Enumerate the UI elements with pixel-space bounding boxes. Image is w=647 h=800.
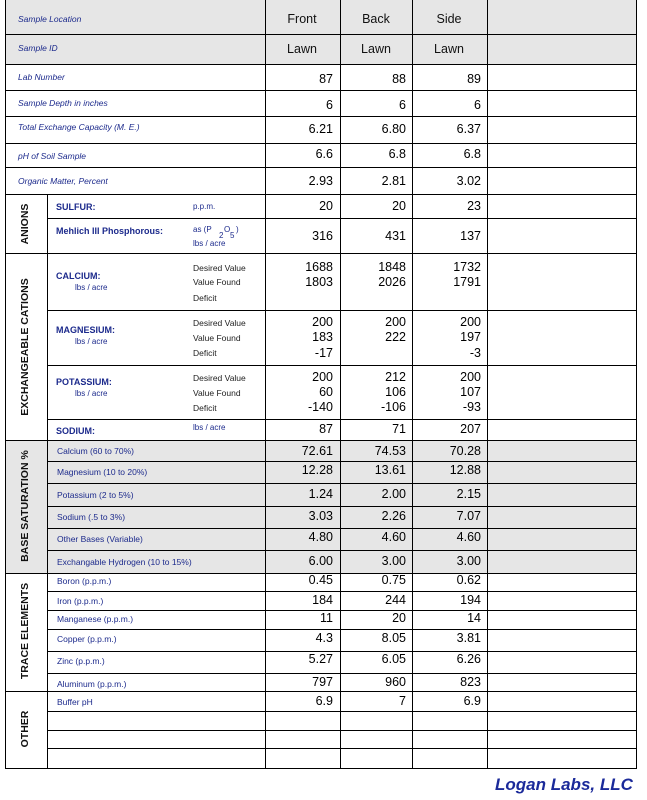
column-divider bbox=[340, 0, 341, 769]
phosphorus-value: 431 bbox=[385, 229, 406, 243]
buffer-ph-value: 6.9 bbox=[315, 694, 333, 708]
table-right-border bbox=[636, 0, 637, 769]
sodium-unit: lbs / acre bbox=[193, 423, 226, 432]
column-divider bbox=[412, 0, 413, 769]
general-row-label: pH of Soil Sample bbox=[18, 151, 87, 161]
sodium-value: 71 bbox=[392, 422, 406, 436]
exchangeable-cations-section-label: EXCHANGEABLE CATIONS bbox=[19, 278, 31, 416]
sodium-value: 207 bbox=[460, 422, 481, 436]
calcium-found-value: 1791 bbox=[453, 275, 481, 289]
value-cell: 89 bbox=[467, 72, 481, 86]
trace-element-value: 0.45 bbox=[308, 573, 333, 587]
trace-element-label: Manganese (p.p.m.) bbox=[57, 614, 134, 624]
value-cell: 6 bbox=[399, 98, 406, 112]
base-saturation-label: Potassium (2 to 5%) bbox=[57, 490, 134, 500]
potassium-found-value: 60 bbox=[319, 385, 333, 399]
value-cell: 88 bbox=[392, 72, 406, 86]
sulfur-label: SULFUR: bbox=[56, 202, 96, 212]
base-saturation-value: 12.88 bbox=[449, 463, 481, 477]
magnesium-deficit-value: -17 bbox=[314, 346, 333, 360]
row-divider bbox=[47, 461, 636, 462]
row-divider bbox=[47, 218, 636, 219]
buffer-ph-label: Buffer pH bbox=[57, 697, 93, 707]
sodium-label: SODIUM: bbox=[56, 426, 95, 436]
potassium-deficit-value: -140 bbox=[307, 400, 333, 414]
value-cell: 6.80 bbox=[381, 122, 406, 136]
base-saturation-label: Other Bases (Variable) bbox=[57, 534, 143, 544]
potassium-label: POTASSIUM: bbox=[56, 377, 112, 387]
base-saturation-value: 12.28 bbox=[301, 463, 333, 477]
value-cell: 6.8 bbox=[388, 147, 406, 161]
anions-section-label: ANIONS bbox=[19, 203, 31, 245]
magnesium-deficit-value: -3 bbox=[469, 346, 481, 360]
trace-element-value: 960 bbox=[385, 675, 406, 689]
calcium-found-value: 2026 bbox=[378, 275, 406, 289]
sulfur-value: 20 bbox=[319, 199, 333, 213]
trace-element-label: Boron (p.p.m.) bbox=[57, 576, 112, 586]
magnesium-desired-value: 200 bbox=[385, 315, 406, 329]
row-divider bbox=[5, 194, 636, 195]
base-saturation-section-label: BASE SATURATION % bbox=[19, 450, 31, 562]
row-divider bbox=[47, 651, 636, 652]
calcium-desired-value: 1848 bbox=[378, 260, 406, 274]
value-cell: 6.21 bbox=[308, 122, 333, 136]
empty-row-divider bbox=[47, 711, 636, 712]
base-saturation-value: 74.53 bbox=[374, 444, 406, 458]
desired-value-label: Desired Value bbox=[193, 373, 246, 383]
sample-id-header: Lawn bbox=[287, 42, 317, 56]
row-divider bbox=[47, 528, 636, 529]
row-divider bbox=[47, 310, 636, 311]
trace-element-value: 0.75 bbox=[381, 573, 406, 587]
potassium-desired-value: 212 bbox=[385, 370, 406, 384]
sulfur-unit: p.p.m. bbox=[193, 202, 216, 211]
general-row-label: Lab Number bbox=[18, 72, 65, 82]
row-divider bbox=[5, 143, 636, 144]
other-section-label: OTHER bbox=[19, 710, 31, 748]
calcium-desired-value: 1688 bbox=[305, 260, 333, 274]
value-cell: 3.02 bbox=[456, 174, 481, 188]
row-divider bbox=[47, 629, 636, 630]
row-divider bbox=[47, 419, 636, 420]
row-divider bbox=[47, 365, 636, 366]
base-saturation-value: 2.00 bbox=[381, 487, 406, 501]
trace-element-value: 184 bbox=[312, 593, 333, 607]
trace-element-label: Zinc (p.p.m.) bbox=[57, 656, 105, 666]
trace-element-value: 0.62 bbox=[456, 573, 481, 587]
row-divider bbox=[5, 440, 636, 441]
phosphorus-unit: O bbox=[224, 225, 231, 234]
phosphorus-unit: lbs / acre bbox=[193, 239, 226, 248]
row-divider bbox=[47, 610, 636, 611]
trace-element-value: 4.3 bbox=[315, 631, 333, 645]
magnesium-desired-value: 200 bbox=[312, 315, 333, 329]
value-found-label: Value Found bbox=[193, 277, 241, 287]
table-bottom-border bbox=[5, 768, 636, 769]
value-cell: 6 bbox=[474, 98, 481, 112]
trace-element-label: Aluminum (p.p.m.) bbox=[57, 679, 127, 689]
location-header: Back bbox=[362, 12, 390, 26]
calcium-found-value: 1803 bbox=[305, 275, 333, 289]
empty-row-divider bbox=[47, 748, 636, 749]
base-saturation-label: Sodium (.5 to 3%) bbox=[57, 512, 126, 522]
empty-row-divider bbox=[47, 730, 636, 731]
phosphorus-unit-sub: 5 bbox=[230, 231, 235, 240]
base-saturation-value: 70.28 bbox=[449, 444, 481, 458]
magnesium-unit: lbs / acre bbox=[75, 337, 108, 346]
trace-element-value: 20 bbox=[392, 611, 406, 625]
sample-id-label: Sample ID bbox=[18, 43, 58, 53]
trace-element-value: 14 bbox=[467, 611, 481, 625]
column-divider bbox=[265, 0, 266, 769]
location-header: Front bbox=[287, 12, 317, 26]
phosphorus-unit: as (P bbox=[193, 225, 212, 234]
value-cell: 6.6 bbox=[315, 147, 333, 161]
trace-element-value: 6.26 bbox=[456, 652, 481, 666]
base-saturation-value: 2.26 bbox=[381, 509, 406, 523]
logan-labs-logo: Logan Labs, LLC bbox=[495, 775, 633, 794]
base-saturation-value: 7.07 bbox=[456, 509, 481, 523]
location-header: Side bbox=[436, 12, 462, 26]
sample-location-label: Sample Location bbox=[18, 14, 82, 24]
base-saturation-value: 6.00 bbox=[308, 554, 333, 568]
magnesium-desired-value: 200 bbox=[460, 315, 481, 329]
row-divider bbox=[5, 116, 636, 117]
trace-element-value: 6.05 bbox=[381, 652, 406, 666]
row-divider bbox=[47, 506, 636, 507]
calcium-label: CALCIUM: bbox=[56, 271, 101, 281]
table-left-border bbox=[5, 0, 6, 769]
sodium-value: 87 bbox=[319, 422, 333, 436]
desired-value-label: Desired Value bbox=[193, 263, 246, 273]
buffer-ph-value: 6.9 bbox=[463, 694, 481, 708]
sulfur-value: 23 bbox=[467, 199, 481, 213]
phosphorus-label: Mehlich III Phosphorous: bbox=[56, 226, 164, 236]
base-saturation-value: 72.61 bbox=[301, 444, 333, 458]
general-row-label: Sample Depth in inches bbox=[18, 98, 108, 108]
deficit-label: Deficit bbox=[193, 403, 217, 413]
trace-elements-section-label: TRACE ELEMENTS bbox=[19, 582, 31, 680]
desired-value-label: Desired Value bbox=[193, 318, 246, 328]
potassium-deficit-value: -106 bbox=[380, 400, 406, 414]
base-saturation-value: 2.15 bbox=[456, 487, 481, 501]
base-saturation-value: 4.60 bbox=[456, 530, 481, 544]
buffer-ph-value: 7 bbox=[399, 694, 406, 708]
base-saturation-value: 1.24 bbox=[308, 487, 333, 501]
phosphorus-unit-sub: 2 bbox=[219, 231, 224, 240]
row-divider bbox=[47, 550, 636, 551]
base-saturation-label: Calcium (60 to 70%) bbox=[57, 446, 135, 456]
base-saturation-label: Exchangable Hydrogen (10 to 15%) bbox=[57, 557, 192, 567]
magnesium-found-value: 183 bbox=[312, 330, 333, 344]
base-saturation-value: 4.80 bbox=[308, 530, 333, 544]
base-saturation-value: 3.00 bbox=[456, 554, 481, 568]
phosphorus-value: 316 bbox=[312, 229, 333, 243]
value-cell: 2.93 bbox=[308, 174, 333, 188]
base-saturation-value: 13.61 bbox=[374, 463, 406, 477]
general-row-label: Total Exchange Capacity (M. E.) bbox=[18, 122, 140, 132]
value-cell: 6 bbox=[326, 98, 333, 112]
general-row-label: Organic Matter, Percent bbox=[18, 176, 108, 186]
base-saturation-value: 3.00 bbox=[381, 554, 406, 568]
trace-element-value: 8.05 bbox=[381, 631, 406, 645]
phosphorus-unit: ) bbox=[236, 225, 239, 234]
potassium-found-value: 107 bbox=[460, 385, 481, 399]
value-cell: 2.81 bbox=[381, 174, 406, 188]
base-saturation-value: 4.60 bbox=[381, 530, 406, 544]
trace-element-value: 11 bbox=[320, 611, 333, 625]
trace-element-label: Copper (p.p.m.) bbox=[57, 634, 117, 644]
sulfur-value: 20 bbox=[392, 199, 406, 213]
row-divider bbox=[5, 90, 636, 91]
column-divider bbox=[487, 0, 488, 769]
trace-element-label: Iron (p.p.m.) bbox=[57, 596, 104, 606]
row-divider bbox=[5, 167, 636, 168]
value-found-label: Value Found bbox=[193, 388, 241, 398]
magnesium-label: MAGNESIUM: bbox=[56, 325, 115, 335]
phosphorus-value: 137 bbox=[460, 229, 481, 243]
trace-element-value: 5.27 bbox=[308, 652, 333, 666]
trace-element-value: 244 bbox=[385, 593, 406, 607]
sample-id-header: Lawn bbox=[361, 42, 391, 56]
potassium-desired-value: 200 bbox=[460, 370, 481, 384]
section-label-divider bbox=[47, 194, 48, 769]
row-divider bbox=[47, 591, 636, 592]
value-cell: 6.37 bbox=[456, 122, 481, 136]
trace-element-value: 3.81 bbox=[456, 631, 481, 645]
value-found-label: Value Found bbox=[193, 333, 241, 343]
calcium-desired-value: 1732 bbox=[453, 260, 481, 274]
potassium-desired-value: 200 bbox=[312, 370, 333, 384]
trace-element-value: 797 bbox=[312, 675, 333, 689]
deficit-label: Deficit bbox=[193, 293, 217, 303]
potassium-found-value: 106 bbox=[385, 385, 406, 399]
row-divider bbox=[5, 34, 636, 35]
row-divider bbox=[5, 691, 636, 692]
magnesium-found-value: 222 bbox=[385, 330, 406, 344]
trace-element-value: 194 bbox=[460, 593, 481, 607]
value-cell: 6.8 bbox=[463, 147, 481, 161]
deficit-label: Deficit bbox=[193, 348, 217, 358]
potassium-unit: lbs / acre bbox=[75, 389, 108, 398]
row-divider bbox=[5, 253, 636, 254]
calcium-unit: lbs / acre bbox=[75, 283, 108, 292]
value-cell: 87 bbox=[319, 72, 333, 86]
magnesium-found-value: 197 bbox=[460, 330, 481, 344]
potassium-deficit-value: -93 bbox=[462, 400, 481, 414]
row-divider bbox=[47, 673, 636, 674]
base-saturation-value: 3.03 bbox=[308, 509, 333, 523]
base-saturation-label: Magnesium (10 to 20%) bbox=[57, 467, 148, 477]
sample-id-header: Lawn bbox=[434, 42, 464, 56]
row-divider bbox=[5, 64, 636, 65]
trace-element-value: 823 bbox=[460, 675, 481, 689]
row-divider bbox=[47, 483, 636, 484]
